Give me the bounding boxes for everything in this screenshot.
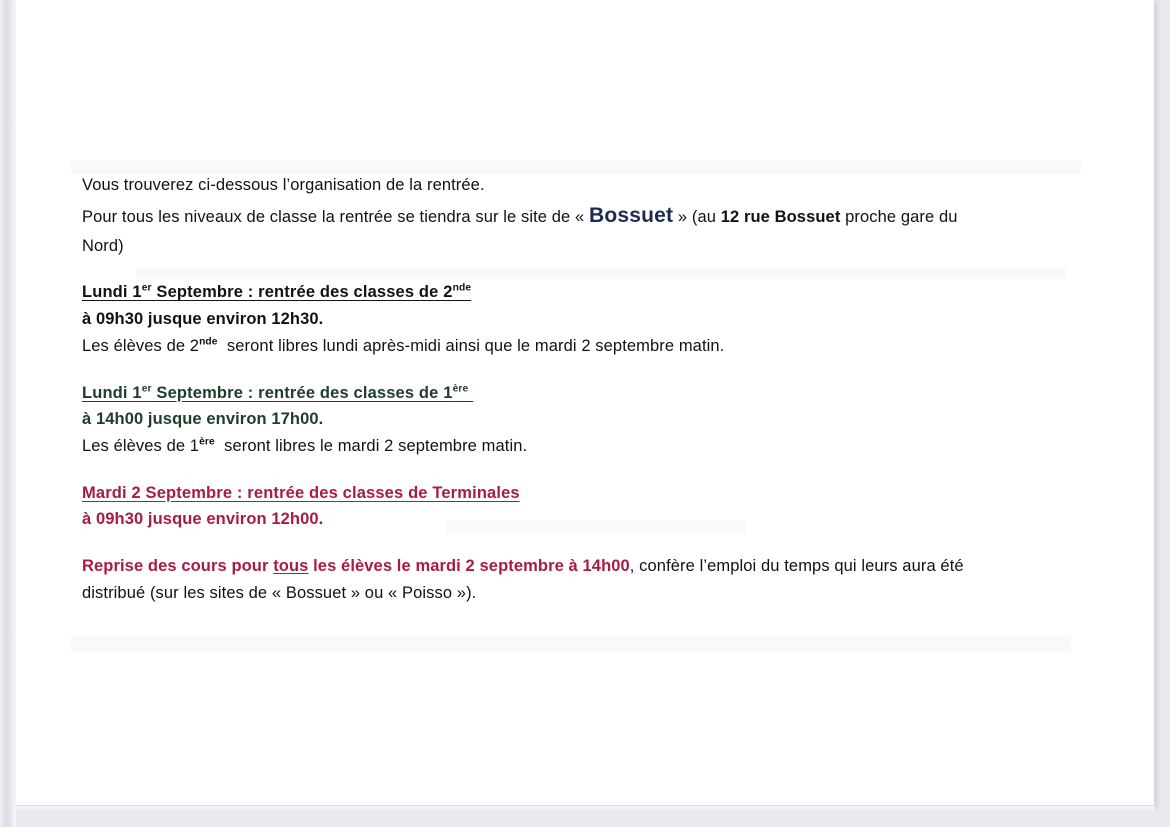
section-terminale	[82, 480, 1102, 533]
schedule-time-terminale: à 09h30 jusque environ 12h00.	[82, 510, 324, 529]
closing-rest-line-1: , confère l’emploi du temps qui leurs aura été	[629, 557, 964, 576]
note-suffix: seront libres lundi après-midi ainsi que le mardi 2 septembre matin.	[217, 336, 725, 355]
section-heading-terminale: Mardi 2 Septembre : rentrée des classes de Terminales	[82, 483, 520, 502]
note-superscript-ere: ère	[199, 436, 215, 448]
closing-line-1	[82, 553, 1102, 580]
intro-line-2	[82, 199, 1102, 233]
note-prefix: Les élèves de 1	[82, 437, 200, 456]
intro-line-2-suffix: proche gare du	[840, 207, 958, 226]
intro-line-1: Vous trouverez ci-dessous l’organisation de la rentrée.	[82, 176, 485, 194]
document-text-body	[82, 172, 1102, 607]
scan-left-edge-shadow	[0, 0, 16, 827]
heading-prefix: Lundi 1	[82, 283, 142, 302]
site-name-bossuet: Bossuet	[588, 203, 674, 227]
intro-line-2-prefix: Pour tous les niveaux de classe la rentrée se tiendra sur le site de «	[82, 207, 589, 226]
closing-bold-part-1: Reprise des cours pour	[82, 557, 274, 576]
scan-artifact-band	[71, 636, 1071, 652]
block-spacer	[82, 360, 1102, 380]
block-spacer	[82, 533, 1102, 553]
block-spacer	[82, 259, 1102, 279]
heading-superscript-ere: ère	[452, 383, 469, 395]
closing-line-2: distribué (sur les sites de « Bossuet » ou « Poisso »).	[82, 583, 477, 602]
heading-prefix: Lundi 1	[82, 383, 142, 402]
note-suffix: seront libres le mardi 2 septembre matin.	[214, 437, 528, 456]
note-prefix: Les élèves de 2	[82, 336, 200, 355]
intro-line-2-mid: » (au	[673, 207, 721, 226]
heading-superscript-nde: nde	[452, 282, 472, 294]
block-spacer	[82, 460, 1102, 480]
heading-line-premiere	[82, 380, 1102, 407]
heading-superscript-er: er	[141, 282, 152, 294]
section-heading-seconde	[82, 279, 471, 306]
intro-paragraph	[82, 172, 1102, 259]
heading-superscript-er: er	[141, 383, 152, 395]
section-premiere	[82, 380, 1102, 460]
heading-line-terminale	[82, 480, 1102, 507]
section-seconde	[82, 279, 1102, 359]
schedule-time-seconde: à 09h30 jusque environ 12h30.	[82, 310, 324, 329]
bossuet-address: 12 rue Bossuet	[720, 207, 841, 226]
heading-mid: Septembre : rentrée des classes de 1	[151, 383, 453, 402]
closing-emphasis-tous: tous	[273, 557, 309, 576]
heading-mid: Septembre : rentrée des classes de 2	[151, 283, 453, 302]
heading-line-seconde	[82, 279, 1102, 306]
closing-bold-part-2: les élèves le mardi 2 septembre à 14h00	[308, 557, 630, 576]
note-premiere	[82, 433, 1102, 460]
intro-line-3: Nord)	[82, 236, 124, 255]
section-heading-premiere	[82, 380, 473, 407]
note-superscript-nde: nde	[199, 336, 218, 348]
note-seconde	[82, 333, 1102, 360]
closing-paragraph	[82, 553, 1102, 606]
schedule-time-premiere: à 14h00 jusque environ 17h00.	[82, 410, 324, 429]
